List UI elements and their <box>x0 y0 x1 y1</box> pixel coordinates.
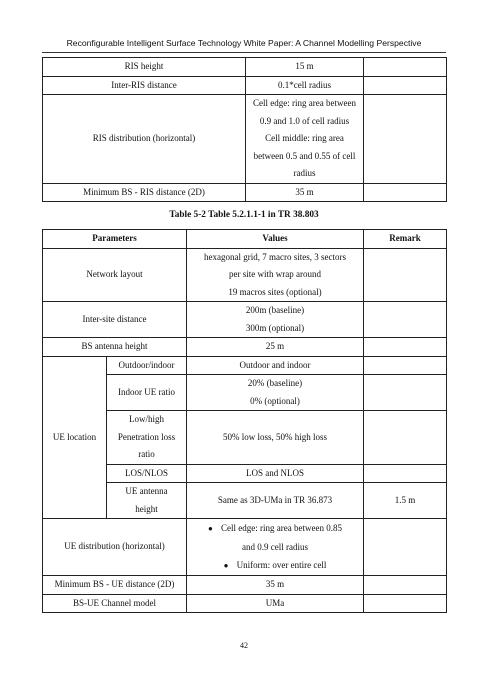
table-row <box>43 519 447 576</box>
sub-param-line: height <box>135 503 158 514</box>
value-cell: 15 m <box>246 58 364 77</box>
value-line: between 0.5 and 0.55 of cell <box>253 150 356 161</box>
values-header: Values <box>187 230 364 249</box>
bullet-text: Cell edge: ring area between 0.85 <box>221 523 342 533</box>
table-row <box>43 58 447 77</box>
bullet-item <box>189 519 361 538</box>
remark-cell <box>364 248 447 302</box>
param-cell: RIS height <box>43 58 246 77</box>
remark-cell <box>364 375 447 411</box>
value-cell <box>187 519 364 576</box>
remark-cell <box>364 58 447 77</box>
value-line: 0.9 and 1.0 of cell radius <box>259 115 350 126</box>
value-line: hexagonal grid, 7 macro sites, 3 sectors <box>204 251 346 262</box>
table-row <box>43 338 447 357</box>
param-cell: UE distribution (horizontal) <box>43 519 187 576</box>
parameters-header: Parameters <box>43 230 187 249</box>
value-cell <box>187 248 364 302</box>
table-caption: Table 5-2 Table 5.2.1.1-1 in TR 38.803 <box>169 210 319 220</box>
param-cell: Inter-RIS distance <box>43 76 246 95</box>
remark-cell <box>364 338 447 357</box>
header-rule <box>42 52 446 53</box>
remark-cell <box>364 411 447 465</box>
remark-cell <box>364 356 447 375</box>
param-cell: Minimum BS - UE distance (2D) <box>43 576 187 595</box>
remark-cell <box>364 464 447 483</box>
value-line: per site with wrap around <box>229 269 321 279</box>
value-line: 300m (optional) <box>245 322 305 333</box>
value-line: 20% (baseline) <box>247 378 303 388</box>
param-cell: Minimum BS - RIS distance (2D) <box>43 183 246 202</box>
value-line: Cell edge: ring area between <box>253 98 356 108</box>
param-cell: Network layout <box>43 248 187 302</box>
value-line: 19 macros sites (optional) <box>228 286 322 297</box>
remark-cell <box>364 594 447 613</box>
bullet-text: Uniform: over entire cell <box>236 560 327 570</box>
remark-cell <box>364 183 447 202</box>
table-row <box>43 302 447 338</box>
value-cell: 50% low loss, 50% high loss <box>187 411 364 465</box>
ue-location-label: UE location <box>43 356 107 519</box>
bullet-dot-icon: ● <box>208 524 213 533</box>
value-cell: Same as 3D-UMa in TR 36.873 <box>187 483 364 519</box>
value-cell <box>246 95 364 184</box>
param-cell: Inter-site distance <box>43 302 187 338</box>
header-row <box>43 230 447 249</box>
bullet-item <box>189 556 361 575</box>
sub-param-cell <box>107 483 187 519</box>
table-row <box>43 95 447 184</box>
remark-cell <box>364 76 447 95</box>
sub-param-line: Penetration loss <box>117 431 176 442</box>
value-line: radius <box>293 168 316 178</box>
bullet-list <box>189 519 361 575</box>
sub-param-line: ratio <box>138 449 155 459</box>
value-cell: LOS and NLOS <box>187 464 364 483</box>
remark-cell: 1.5 m <box>364 483 447 519</box>
param-cell: BS-UE Channel model <box>43 594 187 613</box>
param-cell: BS antenna height <box>43 338 187 357</box>
table-row <box>43 594 447 613</box>
param-cell: RIS distribution (horizontal) <box>43 95 246 184</box>
value-cell: 35 m <box>187 576 364 595</box>
value-cell: Outdoor and indoor <box>187 356 364 375</box>
sub-param-cell: Outdoor/indoor <box>107 356 187 375</box>
value-cell <box>187 375 364 411</box>
bullet-dot-icon: ● <box>223 561 229 570</box>
value-cell: 35 m <box>246 183 364 202</box>
sub-param-cell: Indoor UE ratio <box>107 375 187 411</box>
value-line: 200m (baseline) <box>245 305 305 315</box>
table-row <box>43 76 447 95</box>
value-cell: UMa <box>187 594 364 613</box>
table-row <box>43 356 447 375</box>
sub-param-cell <box>107 411 187 465</box>
remark-cell <box>364 576 447 595</box>
sub-param-cell: LOS/NLOS <box>107 464 187 483</box>
value-cell <box>187 302 364 338</box>
value-line: 0% (optional) <box>250 395 300 406</box>
table-row <box>43 248 447 302</box>
sub-param-line: UE antenna <box>125 486 168 496</box>
page-header: Reconfigurable Intelligent Surface Technology White Paper: A Channel Modelling Perspective <box>66 38 422 48</box>
page-number: 42 <box>240 641 248 650</box>
table-row <box>43 576 447 595</box>
remark-header: Remark <box>364 230 447 249</box>
value-cell: 25 m <box>187 338 364 357</box>
value-line: Cell middle: ring area <box>265 133 344 143</box>
remark-cell <box>364 95 447 184</box>
value-cell: 0.1*cell radius <box>246 76 364 95</box>
ris-parameters-table <box>42 57 447 202</box>
bullet-continuation: and 0.9 cell radius <box>242 542 308 552</box>
remark-cell <box>364 519 447 576</box>
sub-param-line: Low/high <box>129 414 164 424</box>
remark-cell <box>364 302 447 338</box>
tr38803-parameters-table <box>42 229 447 613</box>
table-row <box>43 183 447 202</box>
